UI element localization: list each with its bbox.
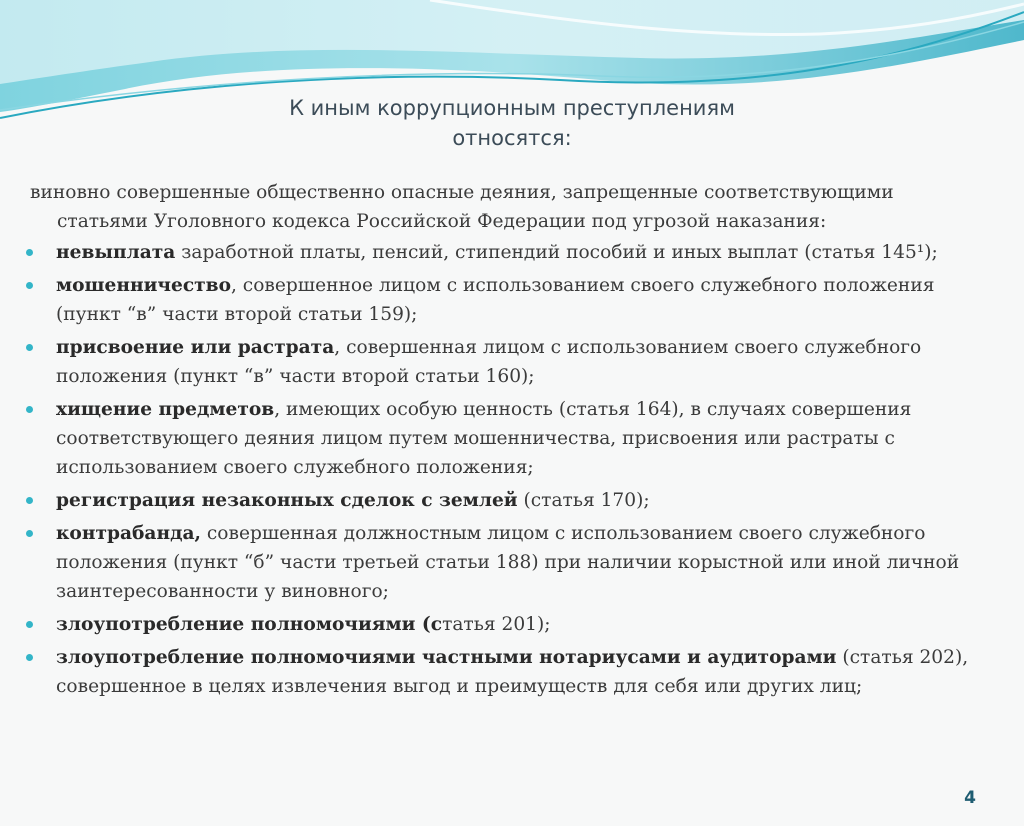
item-text: , имеющих особую ценность (статья 164), в случаях совершения соответствующего деяния лицом путем мошенничества, присвоения или растраты с использованием своего служебного положения; bbox=[56, 399, 912, 478]
item-text: совершенная должностным лицом с использованием своего служебного положения (пункт “б” части третьей статьи 188) при наличии корыстной или иной личной заинтересованности у виновного; bbox=[56, 523, 960, 602]
intro-first-line: виновно совершенные общественно опасные деяния, запрещенные соответствующими bbox=[30, 182, 894, 203]
intro-paragraph bbox=[30, 178, 990, 236]
bullet-icon bbox=[26, 621, 33, 628]
item-text: (статья 202), совершенное в целях извлечения выгод и преимуществ для себя или других лиц; bbox=[56, 647, 969, 697]
list-item bbox=[26, 271, 996, 329]
bullet-icon bbox=[26, 344, 33, 351]
list-item bbox=[26, 238, 996, 267]
bullet-icon bbox=[26, 654, 33, 661]
item-term: мошенничество bbox=[56, 275, 231, 296]
item-text: татья 201); bbox=[442, 614, 551, 635]
list-item bbox=[26, 333, 996, 391]
item-term: невыплата bbox=[56, 242, 176, 263]
item-text: , совершенная лицом с использованием своего служебного положения (пункт “в” части второй статьи 160); bbox=[56, 337, 922, 387]
title-line-2: относятся: bbox=[452, 126, 572, 150]
list-item bbox=[26, 519, 996, 606]
bullet-icon bbox=[26, 249, 33, 256]
bullet-icon bbox=[26, 530, 33, 537]
item-term: контрабанда, bbox=[56, 523, 201, 544]
item-term: злоупотребление полномочиями частными нотариусами и аудиторами bbox=[56, 647, 837, 668]
list-item bbox=[26, 486, 996, 515]
item-term: регистрация незаконных сделок с землей bbox=[56, 490, 518, 511]
item-term: злоупотребление полномочиями (с bbox=[56, 614, 443, 635]
bullet-icon bbox=[26, 282, 33, 289]
bullet-icon bbox=[26, 406, 33, 413]
crime-list bbox=[26, 238, 996, 705]
item-term: присвоение или растрата bbox=[56, 337, 335, 358]
list-item bbox=[26, 395, 996, 482]
bullet-icon bbox=[26, 497, 33, 504]
title-line-1: К иным коррупционным преступлениям bbox=[289, 96, 735, 120]
item-term: хищение предметов bbox=[56, 399, 275, 420]
item-text: (статья 170); bbox=[517, 490, 650, 511]
item-text: заработной платы, пенсий, стипендий пособий и иных выплат (статья 145¹); bbox=[175, 242, 938, 263]
list-item bbox=[26, 643, 996, 701]
item-text: , совершенное лицом с использованием своего служебного положения (пункт “в” части второй статьи 159); bbox=[56, 275, 935, 325]
slide-title bbox=[0, 93, 1024, 153]
intro-rest: статьями Уголовного кодекса Российской Федерации под угрозой наказания: bbox=[57, 211, 827, 232]
page-number: 4 bbox=[964, 788, 976, 808]
list-item bbox=[26, 610, 996, 639]
